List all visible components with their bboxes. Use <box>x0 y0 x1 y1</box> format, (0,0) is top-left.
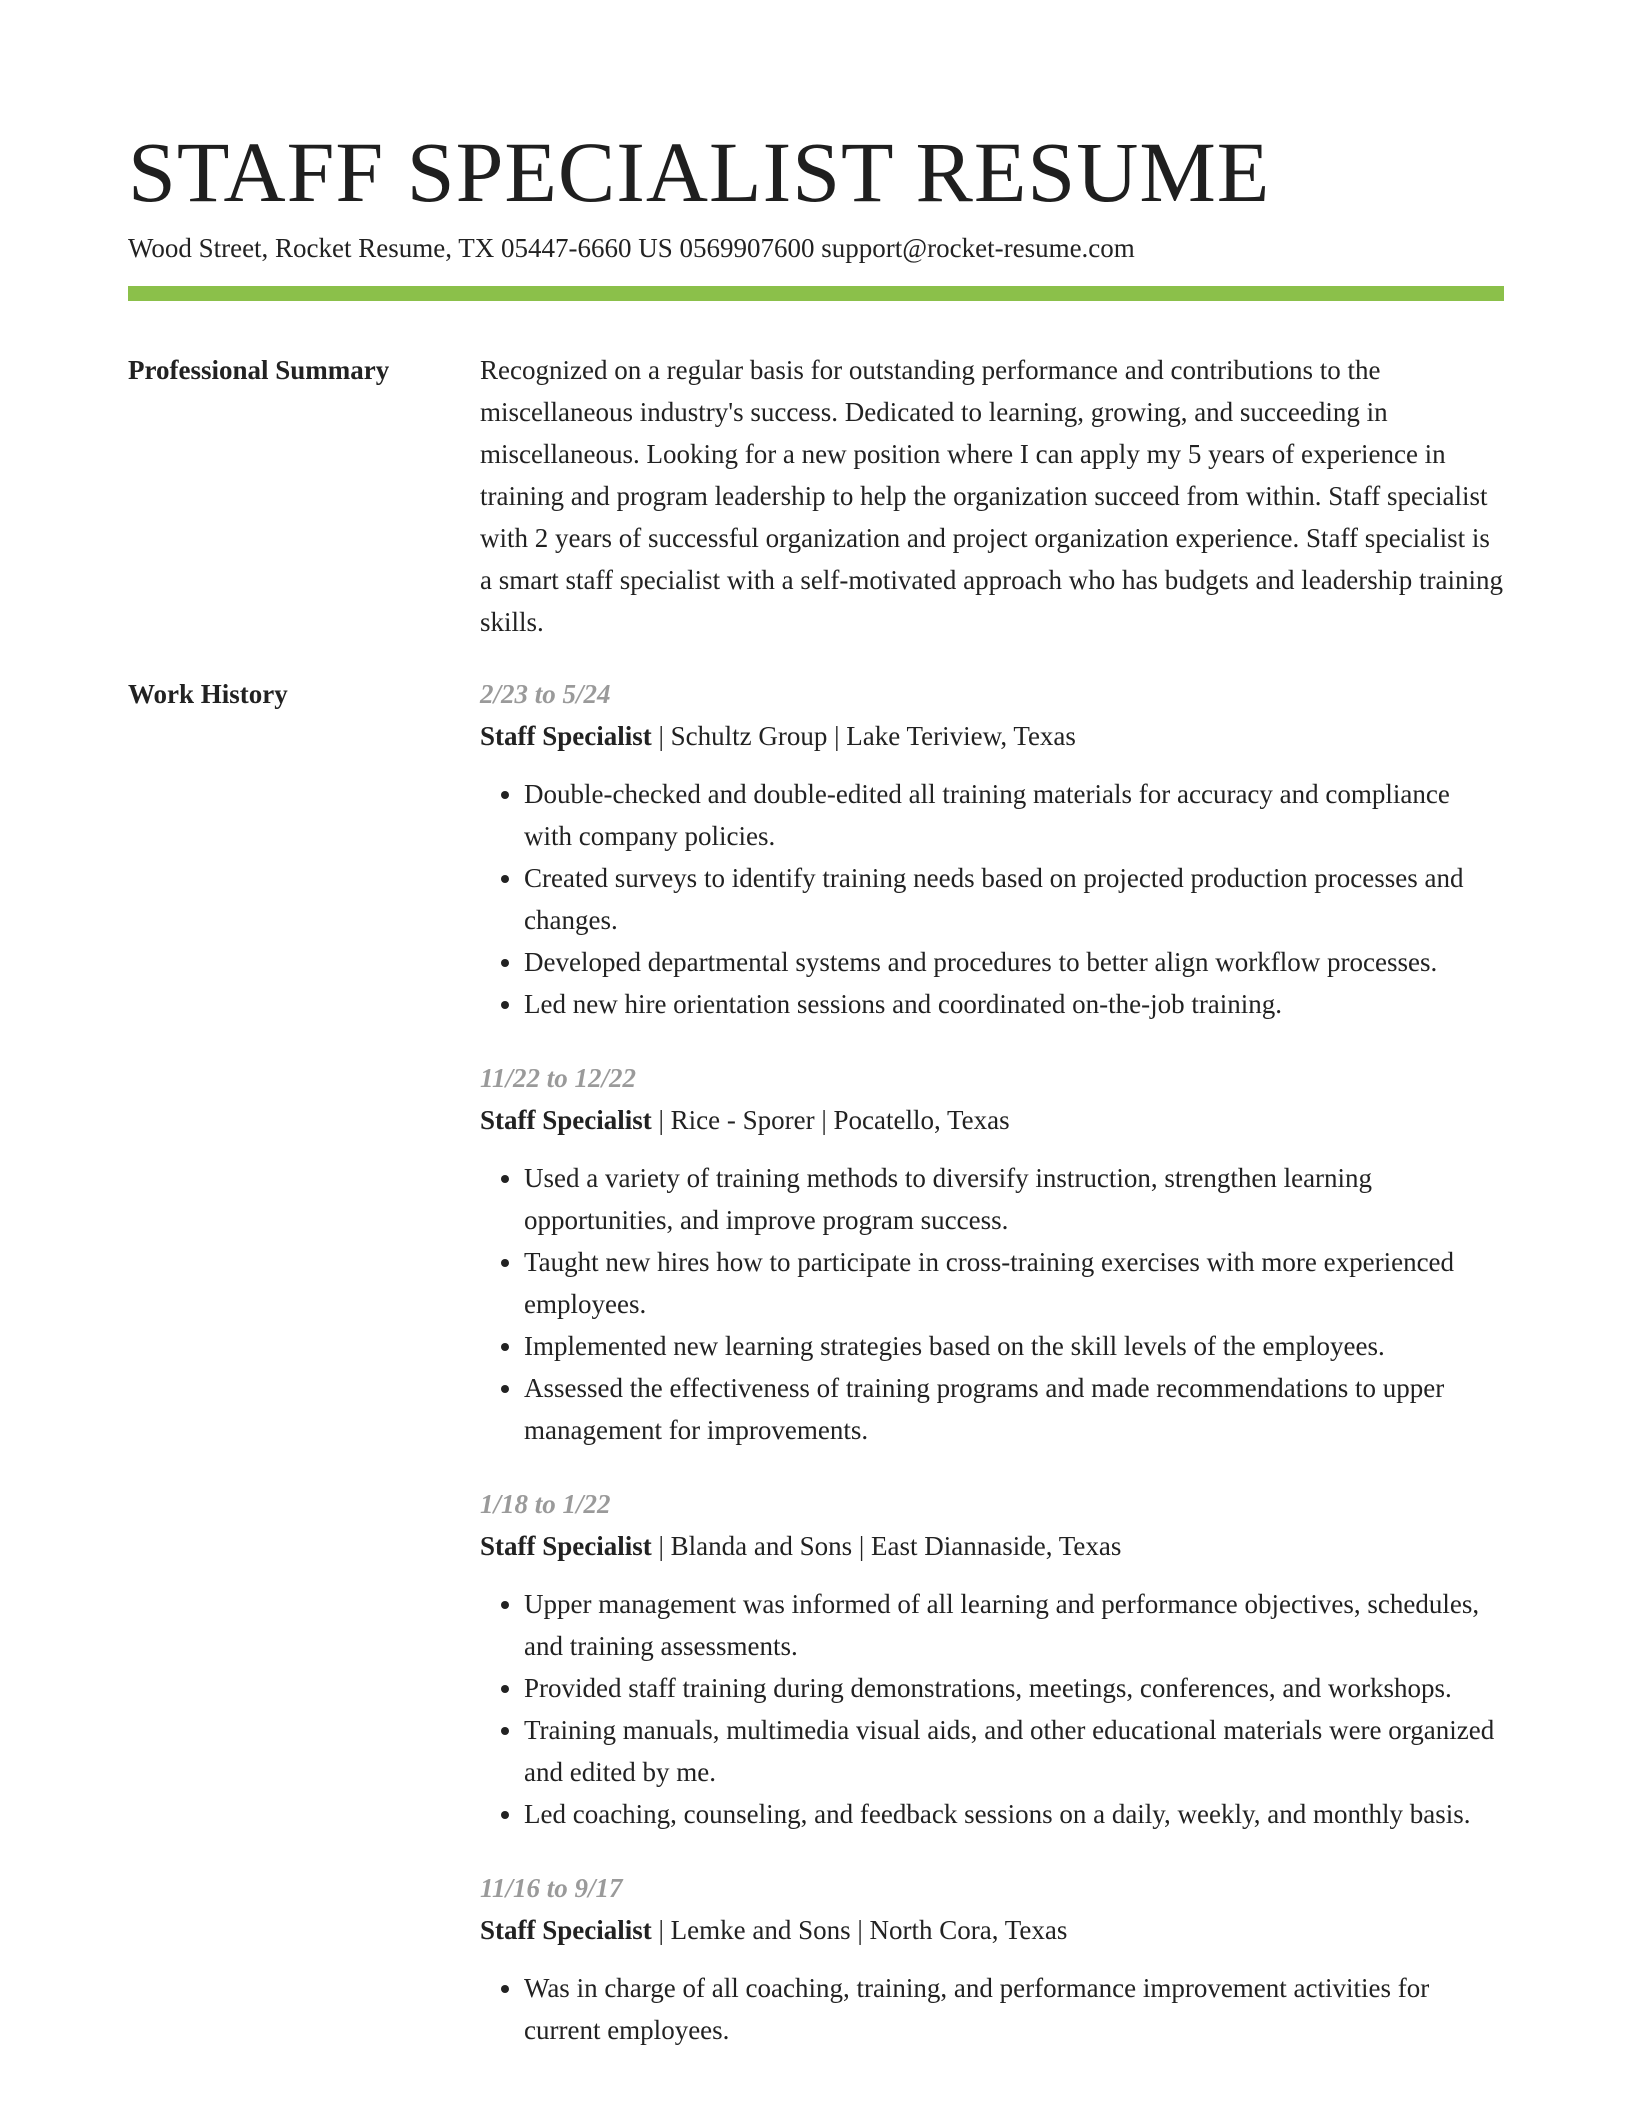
job-entry <box>480 1057 1504 1451</box>
job-entry <box>480 673 1504 1025</box>
job-bullet: • Double-checked and double-edited all training materials for accuracy and compliance with company policies. <box>524 773 1504 857</box>
job-bullet: • Used a variety of training methods to diversify instruction, strengthen learning opportunities, and improve program success. <box>524 1157 1504 1241</box>
professional-summary-section <box>128 349 1504 643</box>
job-title: Staff Specialist <box>480 1915 652 1945</box>
job-bullet: • Training manuals, multimedia visual aids, and other educational materials were organized and edited by me. <box>524 1709 1504 1793</box>
job-bullet: • Created surveys to identify training needs based on projected production processes and changes. <box>524 857 1504 941</box>
job-bullets <box>480 1967 1504 2051</box>
job-details: | Lemke and Sons | North Cora, Texas <box>651 1915 1068 1945</box>
job-details: | Rice - Sporer | Pocatello, Texas <box>651 1105 1010 1135</box>
job-title-line <box>480 1525 1504 1567</box>
section-label-summary: Professional Summary <box>128 355 390 385</box>
contact-line: Wood Street, Rocket Resume, TX 05447-6660 US 0569907600 support@rocket-resume.com <box>128 233 1135 263</box>
job-title-line <box>480 1099 1504 1141</box>
job-bullet: • Taught new hires how to participate in cross-training exercises with more experienced employees. <box>524 1241 1504 1325</box>
summary-text: Recognized on a regular basis for outstanding performance and contributions to the miscellaneous industry's success. Dedicated to learning, growing, and succeeding in miscellaneous. Looking for a new position where I can apply my 5 years of experience in training and program leadership to help the organization succeed from within. Staff specialist with 2 years of successful organization and project organization experience. Staff specialist is a smart staff specialist with a self-motivated approach who has budgets and leadership training skills. <box>480 355 1503 637</box>
job-title-line <box>480 715 1504 757</box>
section-label-work-history: Work History <box>128 679 288 709</box>
job-bullet: • Upper management was informed of all learning and performance objectives, schedules, and training assessments. <box>524 1583 1504 1667</box>
job-bullet: • Implemented new learning strategies based on the skill levels of the employees. <box>524 1325 1504 1367</box>
work-history-body <box>480 673 1504 2083</box>
resume-title: STAFF SPECIALIST RESUME <box>128 124 1271 220</box>
summary-body <box>480 349 1504 643</box>
job-dates: 1/18 to 1/22 <box>480 1489 611 1519</box>
job-title: Staff Specialist <box>480 1105 652 1135</box>
job-entry <box>480 1867 1504 2051</box>
job-bullet: • Developed departmental systems and procedures to better align workflow processes. <box>524 941 1504 983</box>
work-history-section <box>128 673 1504 2083</box>
job-title: Staff Specialist <box>480 721 652 751</box>
job-bullet: • Provided staff training during demonstrations, meetings, conferences, and workshops. <box>524 1667 1504 1709</box>
job-title: Staff Specialist <box>480 1531 652 1561</box>
job-bullets <box>480 773 1504 1025</box>
job-dates: 2/23 to 5/24 <box>480 679 611 709</box>
job-dates: 11/22 to 12/22 <box>480 1063 637 1093</box>
job-bullets <box>480 1583 1504 1835</box>
job-bullets <box>480 1157 1504 1451</box>
job-title-line <box>480 1909 1504 1951</box>
job-bullet: • Led coaching, counseling, and feedback sessions on a daily, weekly, and monthly basis. <box>524 1793 1504 1835</box>
job-bullet: • Led new hire orientation sessions and coordinated on-the-job training. <box>524 983 1504 1025</box>
header-divider <box>128 286 1504 301</box>
job-details: | Schultz Group | Lake Teriview, Texas <box>651 721 1076 751</box>
resume-page <box>128 122 1504 2083</box>
job-entry <box>480 1483 1504 1835</box>
job-bullet: • Was in charge of all coaching, training, and performance improvement activities for current employees. <box>524 1967 1504 2051</box>
job-bullet: • Assessed the effectiveness of training programs and made recommendations to upper management for improvements. <box>524 1367 1504 1451</box>
job-dates: 11/16 to 9/17 <box>480 1873 623 1903</box>
job-details: | Blanda and Sons | East Diannaside, Texas <box>651 1531 1122 1561</box>
